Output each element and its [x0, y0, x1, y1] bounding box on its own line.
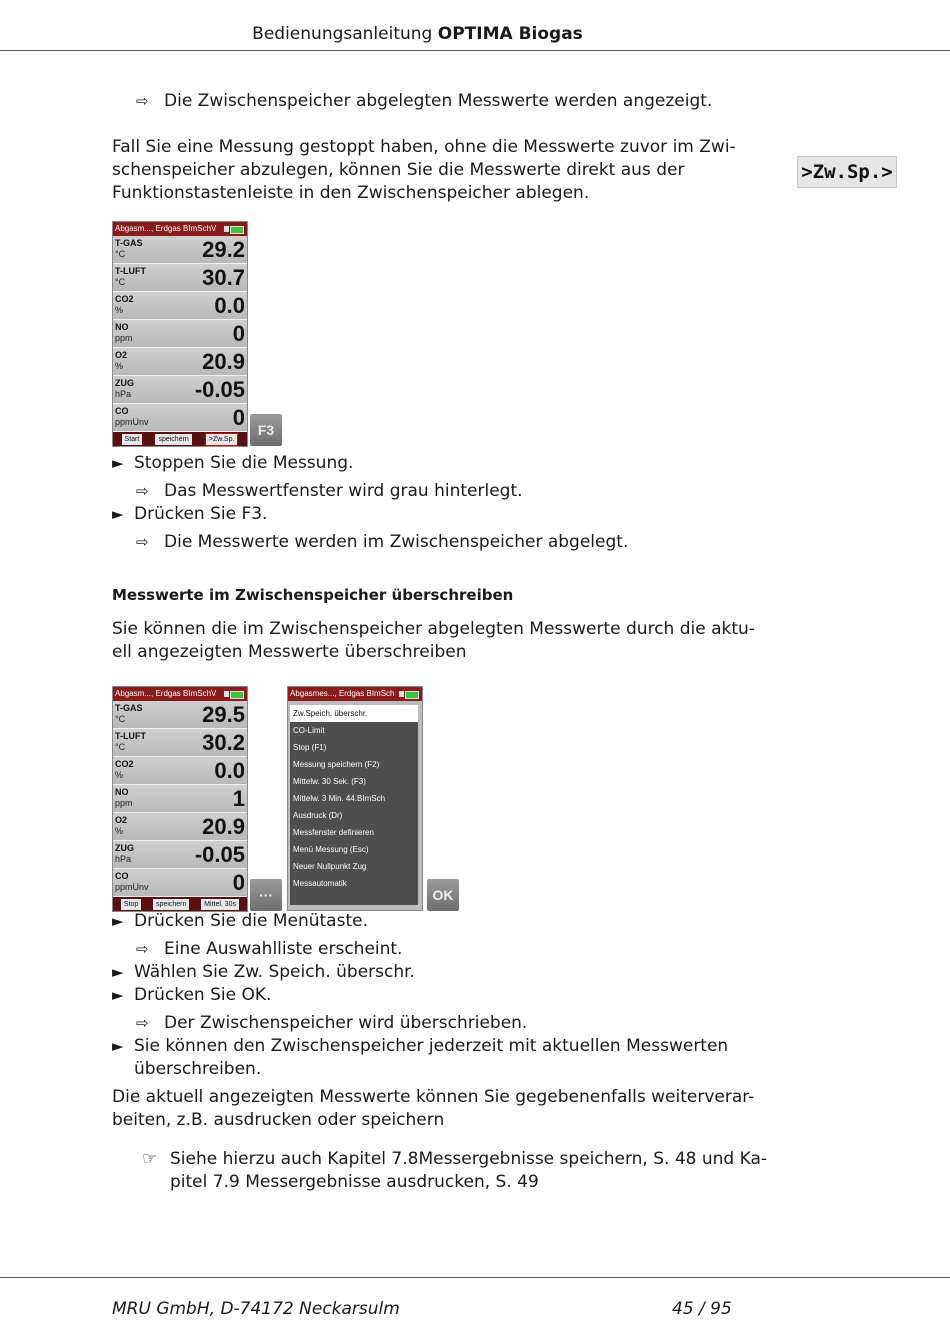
- measurement-value: 0: [232, 405, 245, 430]
- page-header: [0, 24, 835, 44]
- lock-icon: [224, 691, 229, 697]
- measurement-name: O2: [115, 350, 128, 360]
- measurement-row: [113, 841, 247, 869]
- menu-item[interactable]: Menü Messung (Esc): [293, 845, 369, 854]
- measurement-unit: %: [115, 826, 124, 836]
- softkey-stop[interactable]: Stop: [121, 899, 141, 910]
- result-arrow-icon: ⇨: [136, 940, 149, 958]
- measurement-unit: ppm: [115, 333, 133, 343]
- header-product: OPTIMA Biogas: [437, 24, 583, 44]
- result-arrow-icon: ⇨: [136, 482, 149, 500]
- softkey-save[interactable]: speichern: [155, 434, 191, 445]
- action-arrow-icon: ►: [112, 454, 124, 472]
- step-result: ⇨ Die Messwerte werden im Zwischenspeicher abgelegt.: [136, 532, 629, 552]
- measurement-row: [113, 236, 247, 264]
- measurement-unit: ppm: [115, 798, 133, 808]
- softkey-average[interactable]: Mittel. 30s: [201, 899, 239, 910]
- measurement-name: NO: [115, 787, 129, 797]
- measurement-unit: %: [115, 770, 124, 780]
- step-action: ► Drücken Sie F3.: [112, 504, 268, 524]
- lock-icon: [224, 226, 229, 232]
- result-arrow-icon: ⇨: [136, 92, 149, 110]
- screen-title-bar: Abgasm..., Erdgas BImSchV: [113, 687, 247, 701]
- result-arrow-icon: ⇨: [136, 533, 149, 551]
- action-arrow-icon: ►: [112, 963, 124, 981]
- measurement-unit: hPa: [115, 389, 132, 399]
- measurement-unit: °C: [115, 249, 126, 259]
- measurement-value: 20.9: [202, 349, 245, 374]
- measurement-value: 0: [232, 321, 245, 346]
- footer-page-number: 45 / 95: [672, 1299, 732, 1319]
- device-screen-1: [112, 221, 248, 447]
- measurement-name: T-GAS: [115, 703, 143, 713]
- measurement-name: CO2: [115, 294, 134, 304]
- step-result: ⇨ Eine Auswahlliste erscheint.: [136, 939, 403, 959]
- menu-item[interactable]: Messung speichern (F2): [293, 760, 380, 769]
- softkey-buffer[interactable]: >Zw.Sp.: [205, 433, 238, 446]
- action-arrow-icon: ►: [112, 912, 124, 930]
- step-action: ► Wählen Sie Zw. Speich. überschr.: [112, 962, 415, 982]
- measurement-name: T-LUFT: [115, 731, 146, 741]
- cross-reference: ☞ Siehe hierzu auch Kapitel 7.8Messergebnisse speichern, S. 48 und Ka- pitel 7.9 Messergebnisse ausdrucken, S. 49: [142, 1149, 768, 1192]
- battery-icon: [230, 226, 244, 234]
- device-screen-menu: [287, 686, 423, 911]
- measurement-row: [113, 404, 247, 432]
- paragraph: Die aktuell angezeigten Messwerte können Sie gegebenenfalls weiterverar- beiten, z.B. ausdrucken oder speichern: [112, 1087, 755, 1130]
- measurement-value: 0.0: [214, 293, 245, 318]
- screen-title-bar: Abgasm..., Erdgas BImSchV: [113, 222, 247, 236]
- measurement-name: ZUG: [115, 843, 134, 853]
- ok-button[interactable]: OK: [427, 879, 459, 911]
- lock-icon: [399, 691, 404, 697]
- step-action: ► Drücken Sie OK.: [112, 985, 272, 1005]
- measurement-row: [113, 729, 247, 757]
- screen-title-bar: Abgasmes..., Erdgas BImSch: [288, 687, 422, 701]
- measurement-unit: °C: [115, 742, 126, 752]
- measurement-name: CO: [115, 871, 129, 881]
- step-action: ► Stoppen Sie die Messung.: [112, 453, 354, 473]
- menu-item[interactable]: Neuer Nullpunkt Zug: [293, 862, 367, 871]
- softkey-save[interactable]: speichern: [153, 899, 189, 910]
- measurement-name: O2: [115, 815, 128, 825]
- menu-item[interactable]: Mittelw. 3 Min. 44.BImSch: [293, 794, 386, 803]
- measurement-name: CO: [115, 406, 129, 416]
- menu-item[interactable]: CO-Limit: [293, 726, 325, 735]
- measurement-row: [113, 376, 247, 404]
- paragraph: Sie können die im Zwischenspeicher abgelegten Messwerte durch die aktu- ell angezeigten Messwerte überschreiben: [112, 619, 755, 662]
- measurement-unit: hPa: [115, 854, 132, 864]
- action-arrow-icon: ►: [112, 1037, 124, 1055]
- menu-item[interactable]: Zw.Speich. überschr.: [290, 705, 418, 722]
- measurement-value: 30.7: [202, 265, 245, 290]
- measurement-name: T-GAS: [115, 238, 143, 248]
- section-heading: Messwerte im Zwischenspeicher überschreiben: [112, 586, 514, 604]
- measurement-value: 20.9: [202, 814, 245, 839]
- measurement-name: NO: [115, 322, 129, 332]
- measurement-unit: ppmUnv: [115, 417, 149, 427]
- measurement-row: [113, 701, 247, 729]
- menu-item[interactable]: Stop (F1): [293, 743, 327, 752]
- measurement-row: [113, 869, 247, 897]
- result-line: ⇨ Die Zwischenspeicher abgelegten Messwerte werden angezeigt.: [136, 91, 713, 111]
- softkey-bar: [113, 897, 247, 911]
- menu-item[interactable]: Messfenster definieren: [293, 828, 374, 837]
- measurement-row: [113, 813, 247, 841]
- measurement-row: [113, 785, 247, 813]
- menu-item[interactable]: Ausdruck (Dr): [293, 811, 343, 820]
- selection-list: [290, 705, 418, 905]
- device-screen-2: [112, 686, 248, 912]
- softkey-bar: [113, 432, 247, 446]
- measurement-row: [113, 264, 247, 292]
- measurement-value: 29.5: [202, 702, 245, 727]
- measurement-unit: °C: [115, 714, 126, 724]
- measurement-row: [113, 757, 247, 785]
- measurement-unit: %: [115, 305, 124, 315]
- measurement-name: ZUG: [115, 378, 134, 388]
- header-rule: [0, 50, 950, 51]
- measurement-name: CO2: [115, 759, 134, 769]
- paragraph: Fall Sie eine Messung gestoppt haben, ohne die Messwerte zuvor im Zwi- schenspeicher abzulegen, können Sie die Messwerte direkt aus der Funktionstastenleiste in den Zwischenspeicher ablegen.: [112, 137, 736, 203]
- measurement-unit: ppmUnv: [115, 882, 149, 892]
- measurement-value: 30.2: [202, 730, 245, 755]
- action-arrow-icon: ►: [112, 505, 124, 523]
- measurement-unit: %: [115, 361, 124, 371]
- battery-icon: [405, 691, 419, 699]
- measurement-unit: °C: [115, 277, 126, 287]
- softkey-label: >Zw.Sp.>: [797, 156, 897, 188]
- measurement-row: [113, 320, 247, 348]
- step-result: ⇨ Das Messwertfenster wird grau hinterlegt.: [136, 481, 523, 501]
- step-action: ► Drücken Sie die Menütaste.: [112, 911, 368, 931]
- result-arrow-icon: ⇨: [136, 1014, 149, 1032]
- menu-item[interactable]: Messautomatik: [293, 879, 347, 888]
- step-result: ⇨ Der Zwischenspeicher wird überschrieben.: [136, 1013, 528, 1033]
- measurement-name: T-LUFT: [115, 266, 146, 276]
- footer-company: MRU GmbH, D-74172 Neckarsulm: [112, 1299, 400, 1319]
- step-action: ► Sie können den Zwischenspeicher jederzeit mit aktuellen Messwerten überschreiben.: [112, 1036, 729, 1079]
- softkey-start[interactable]: Start: [122, 434, 143, 445]
- measurement-row: [113, 348, 247, 376]
- measurement-value: 0: [232, 870, 245, 895]
- action-arrow-icon: ►: [112, 986, 124, 1004]
- pointing-hand-icon: ☞: [142, 1149, 158, 1169]
- measurement-value: -0.05: [194, 842, 245, 867]
- battery-icon: [230, 691, 244, 699]
- measurement-value: 0.0: [214, 758, 245, 783]
- measurement-value: -0.05: [194, 377, 245, 402]
- measurement-value: 1: [232, 786, 245, 811]
- measurement-row: [113, 292, 247, 320]
- menu-item[interactable]: Mittelw. 30 Sek. (F3): [293, 777, 366, 786]
- footer-rule: [0, 1277, 950, 1278]
- measurement-value: 29.2: [202, 237, 245, 262]
- f3-button[interactable]: F3: [250, 414, 282, 446]
- menu-button[interactable]: ···: [250, 879, 282, 911]
- header-prefix: Bedienungsanleitung: [252, 24, 438, 44]
